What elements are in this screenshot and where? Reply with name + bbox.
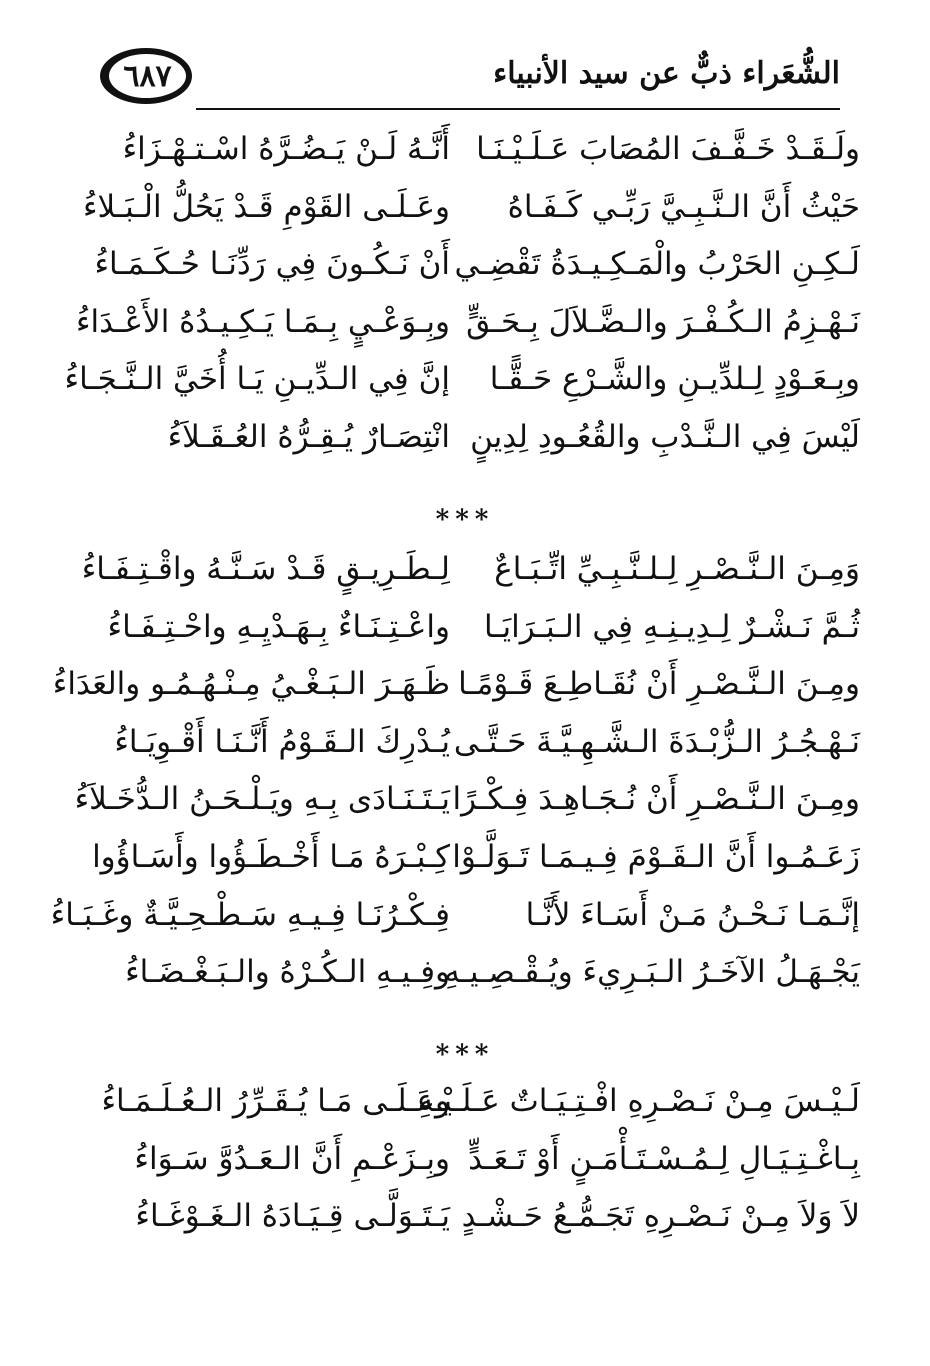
hemistich-right: ومِـنَ الـنَّـصْـرِ أَنْ نُـجَـاهِـدَ فِـكْـرًا: [452, 781, 860, 818]
verse: [60, 179, 860, 237]
verse: [60, 714, 860, 772]
verse: [60, 236, 860, 294]
hemistich-left: فِـكْـرُنَـا فِـيـهِ سَـطْـحِـيَّـةٌ وغَـبَـاءُ: [50, 896, 450, 933]
hemistich-left: واعْـتِـنَـاءٌ بِـهَـدْيِـهِ واحْـتِـفَـاءُ: [107, 608, 450, 645]
stanza-1: [60, 121, 860, 467]
hemistich-right: لَـيْـسَ مِـنْ نَـصْـرِهِ افْـتِـيَـاتٌ عَـلَـيْـهِ: [417, 1083, 860, 1119]
verse: [60, 541, 860, 599]
hemistich-right: وبِـعَـوْدٍ لِـلدِّيـنِ والشَّـرْعِ حَـقًّـا: [489, 361, 860, 398]
verse: [60, 1188, 860, 1246]
hemistich-left: يُـدْرِكَ الـقَـوْمُ أَنَّـنَـا أَقْـوِيَـاءُ: [114, 723, 450, 760]
hemistich-left: وبِـزَعْـمِ أَنَّ الـعَـدُوَّ سَـوَاءُ: [134, 1140, 450, 1177]
hemistich-right: نَـهْـجُـرُ الـزُّبْـدَةَ الـشَّـهِـيَّـةَ حَـتَّـى: [453, 723, 860, 760]
stanza-separator: ***: [435, 505, 495, 535]
page-number: ٦٨٧: [100, 48, 192, 104]
verse: [60, 599, 860, 657]
verse: [60, 771, 860, 829]
hemistich-left: يَـتَـوَلَّـى قِـيَـادَهُ الـغَـوْغَـاءُ: [135, 1198, 450, 1235]
verse: [60, 829, 860, 887]
stanza-2: [50, 541, 860, 1002]
hemistich-left: إنَّ فِي الـدِّيـنِ يَـا أُخَيَّ الـنَّـجَـاءُ: [64, 361, 450, 398]
stanza-3: [60, 1073, 860, 1246]
hemistich-right: ومِـنَ الـنَّـصْـرِ أَنْ نُقَـاطِـعَ قَـوْمًـا: [458, 666, 860, 703]
verse: [60, 121, 860, 179]
hemistich-left: وعَـلَـى مَـا يُـقَـرِّرُ الـعُـلَـمَـاءُ: [101, 1083, 450, 1119]
hemistich-right: يَجْـهَـلُ الآخَـرُ الـبَـرِيءَ ويُـقْـصِـيـهِ: [444, 954, 860, 991]
hemistich-right: لاَ وَلاَ مِـنْ نَـصْـرِهِ تَجَـمُّـعُ حَـشْـدٍ: [461, 1198, 860, 1235]
hemistich-left: أَنَّـهُ لَـنْ يَـضُـرَّهُ اسْـتـهْـزَاءُ: [122, 131, 450, 167]
hemistich-right: وَمِـنَ الـنَّـصْـرِ لِـلـنَّـبِـيِّ اتِّـبَـاعٌ: [494, 551, 860, 587]
stanza-separator: ***: [435, 1040, 495, 1070]
page-header: [100, 48, 840, 110]
hemistich-right: حَيْثُ أَنَّ الـنَّـبِـيَّ رَبِّـي كَـفَـاهُ: [507, 188, 860, 225]
hemistich-left: يَـتَـنَـادَى بِـهِ ويَـلْـحَـنُ الـدُّخَـلاَءُ: [74, 781, 450, 818]
header-rule: [196, 108, 840, 110]
hemistich-right: ثُـمَّ نَـشْـرٌ لِـدِيـنِـهِ فِي الـبَـرَايَـا: [484, 608, 860, 645]
verse: [60, 409, 860, 467]
hemistich-right: إنَّـمَـا نَـحْـنُ مَـنْ أَسَـاءَ لأَنَّـا: [525, 896, 860, 933]
hemistich-left: وعَـلَـى القَوْمِ قَـدْ يَحُلُّ الْـبَـلاءُ: [82, 188, 450, 225]
hemistich-left: ظَـهَـرَ الـبَـغْـيُ مِـنْـهُـمُـو والعَدَاءُ: [52, 666, 450, 703]
hemistich-left: وفِـيـهِ الـكُـرْهُ والـبَـغْـضَـاءُ: [125, 954, 450, 991]
verse: [60, 351, 860, 409]
hemistich-left: أَنْ نَـكُـونَ فِي رَدِّنَـا حُـكَـمَـاءُ: [94, 246, 450, 283]
hemistich-left: وبِـوَعْـيٍ بِـمَـا يَـكِـيـدُهُ الأَعْـدَاءُ: [75, 303, 450, 340]
hemistich-left: لِـطَـرِيـقٍ قَـدْ سَـنَّـهُ واقْـتِـفَـاءُ: [81, 551, 450, 587]
verse: [60, 294, 860, 352]
hemistich-left: كِـبْـرَهُ مَـا أَخْـطَـؤُوا وأَسَـاؤُوا: [92, 838, 450, 875]
hemistich-right: بِـاغْـتِـيَـالِ لِـمُـسْـتَـأْمَـنٍ أَوْ تَـعَـدٍّ: [468, 1140, 860, 1177]
verse: [60, 944, 860, 1002]
running-title: الشُّعَراء ذبٌّ عن سيد الأنبياء: [493, 56, 840, 91]
hemistich-right: لَيْسَ فِي الـنَّـدْبِ والقُعُـودِ لِدِينٍ: [470, 418, 860, 455]
verse: [60, 1131, 860, 1189]
verse: [50, 887, 860, 945]
hemistich-right: لَـكِـنِ الحَرْبُ والْمَـكِـيـدَةُ تَقْضِـي: [454, 246, 860, 283]
hemistich-right: ولَـقَـدْ خَـفَّـفَ المُصَابَ عَـلَـيْـنَـا: [476, 131, 860, 167]
hemistich-right: نَـهْـزِمُ الـكُـفْـرَ والـضَّـلاَلَ بِـحَـقٍّ: [466, 303, 860, 340]
hemistich-right: زَعَـمُـوا أَنَّ الـقَـوْمَ فِـيـمَـا تَـوَلَّـوْا: [452, 838, 860, 875]
hemistich-left: انْتِصَـارٌ يُـقِـرُّهُ العُـقَـلاَءُ: [167, 418, 450, 455]
verse: [52, 656, 860, 714]
verse: [60, 1073, 860, 1131]
